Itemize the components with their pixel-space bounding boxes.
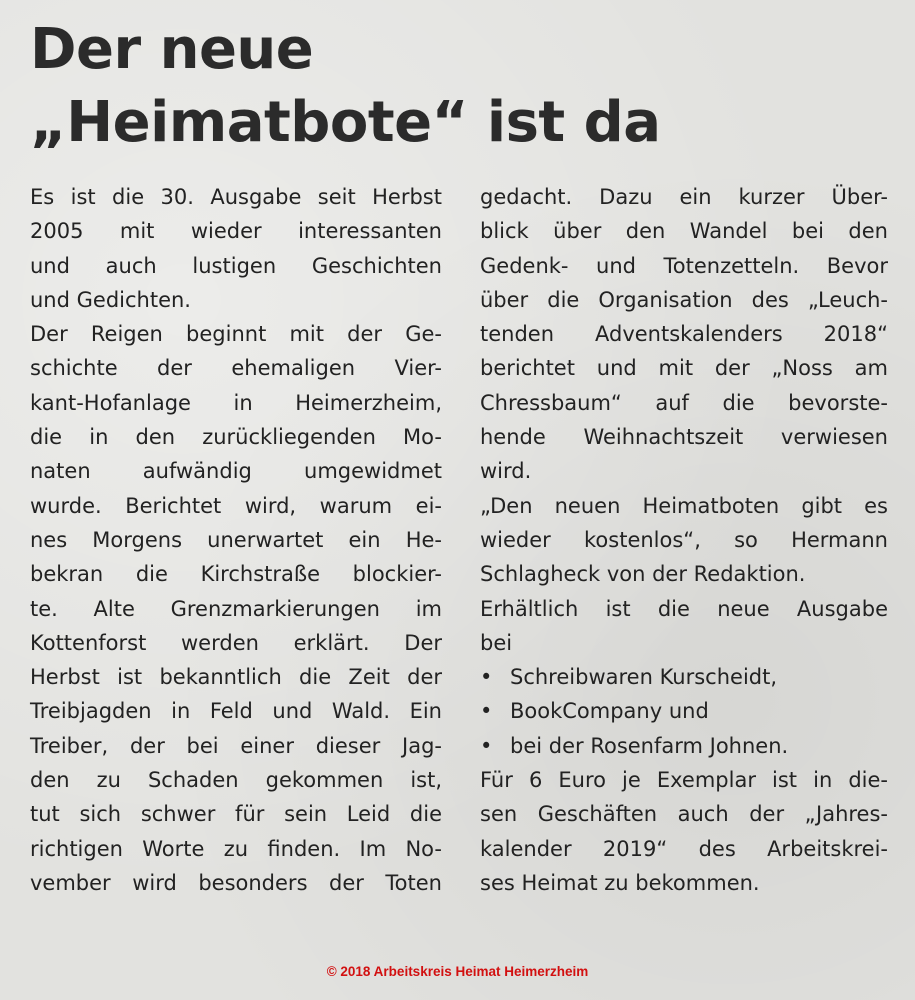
text-line: ses Heimat zu bekommen. xyxy=(480,870,760,895)
text-line: sen Geschäften auch der „Jahres- xyxy=(480,802,888,827)
text-line: bekran die Kirchstraße blockier- xyxy=(30,562,442,587)
text-line: „Den neuen Heimatboten gibt es xyxy=(480,493,888,518)
headline-line-1: Der neue xyxy=(30,17,314,82)
text-line: die in den zurückliegenden Mo- xyxy=(30,425,442,450)
article-column-left xyxy=(30,180,442,900)
text-line: wieder kostenlos“, so Hermann xyxy=(480,527,888,552)
text-line: Es ist die 30. Ausgabe seit Herbst xyxy=(30,185,442,209)
text-line: Erhältlich ist die neue Ausgabe xyxy=(480,596,888,621)
text-line: 2005 mit wieder interessanten xyxy=(30,219,442,244)
text-line: Schlagheck von der Redaktion. xyxy=(480,562,806,587)
text-line: den zu Schaden gekommen ist, xyxy=(30,768,442,793)
text-line: bei xyxy=(480,630,513,655)
bullet-icon: • xyxy=(480,733,493,758)
headline-line-2: „Heimatbote“ ist da xyxy=(30,90,661,155)
text-line: te. Alte Grenzmarkierungen im xyxy=(30,596,442,621)
shop-name: bei der Rosenfarm Johnen. xyxy=(510,733,789,758)
shop-name: BookCompany und xyxy=(510,699,709,724)
text-line: tut sich schwer für sein Leid die xyxy=(30,802,442,827)
text-line: blick über den Wandel bei den xyxy=(480,219,888,244)
text-line: Der Reigen beginnt mit der Ge- xyxy=(30,322,442,347)
text-line: über die Organisation des „Leuch- xyxy=(480,287,888,312)
text-line: tenden Adventskalenders 2018“ xyxy=(480,322,888,347)
text-line: hende Weihnachtszeit verwiesen xyxy=(480,425,888,450)
shop-name: Schreibwaren Kurscheidt, xyxy=(510,665,778,690)
text-line: Für 6 Euro je Exemplar ist in die- xyxy=(480,768,888,793)
right-column-text xyxy=(480,180,888,660)
shop-list-item xyxy=(480,660,888,694)
text-line: berichtet und mit der „Noss am xyxy=(480,356,888,381)
text-line: und auch lustigen Geschichten xyxy=(30,253,442,278)
text-line: kalender 2019“ des Arbeitskrei- xyxy=(480,836,888,861)
shop-list xyxy=(480,660,888,763)
text-line: wird. xyxy=(480,459,532,484)
text-line: und Gedichten. xyxy=(30,287,191,312)
text-line: Chressbaum“ auf die bevorste- xyxy=(480,390,888,415)
text-line: nes Morgens unerwartet ein He- xyxy=(30,527,442,552)
text-line: gedacht. Dazu ein kurzer Über- xyxy=(480,185,888,209)
text-line: schichte der ehemaligen Vier- xyxy=(30,356,442,381)
text-line: Kottenforst werden erklärt. Der xyxy=(30,630,442,655)
shop-list-item xyxy=(480,694,888,728)
text-line: richtigen Worte zu finden. Im No- xyxy=(30,836,442,861)
article-column-right xyxy=(480,180,888,900)
copyright-notice: © 2018 Arbeitskreis Heimat Heimerzheim xyxy=(326,964,589,979)
text-line: vember wird besonders der Toten xyxy=(30,870,442,895)
text-line: Herbst ist bekanntlich die Zeit der xyxy=(30,665,442,690)
text-line: wurde. Berichtet wird, warum ei- xyxy=(30,493,442,518)
text-line: kant-Hofanlage in Heimerzheim, xyxy=(30,390,442,415)
text-line: Treibjagden in Feld und Wald. Ein xyxy=(30,699,442,724)
shop-list-item xyxy=(480,729,888,763)
bullet-icon: • xyxy=(480,699,493,724)
bullet-icon: • xyxy=(480,665,493,690)
text-line: Treiber, der bei einer dieser Jag- xyxy=(30,733,442,758)
text-line: Gedenk- und Totenzetteln. Bevor xyxy=(480,253,888,278)
text-line: naten aufwändig umgewidmet xyxy=(30,459,442,484)
closing-paragraph xyxy=(480,763,888,900)
